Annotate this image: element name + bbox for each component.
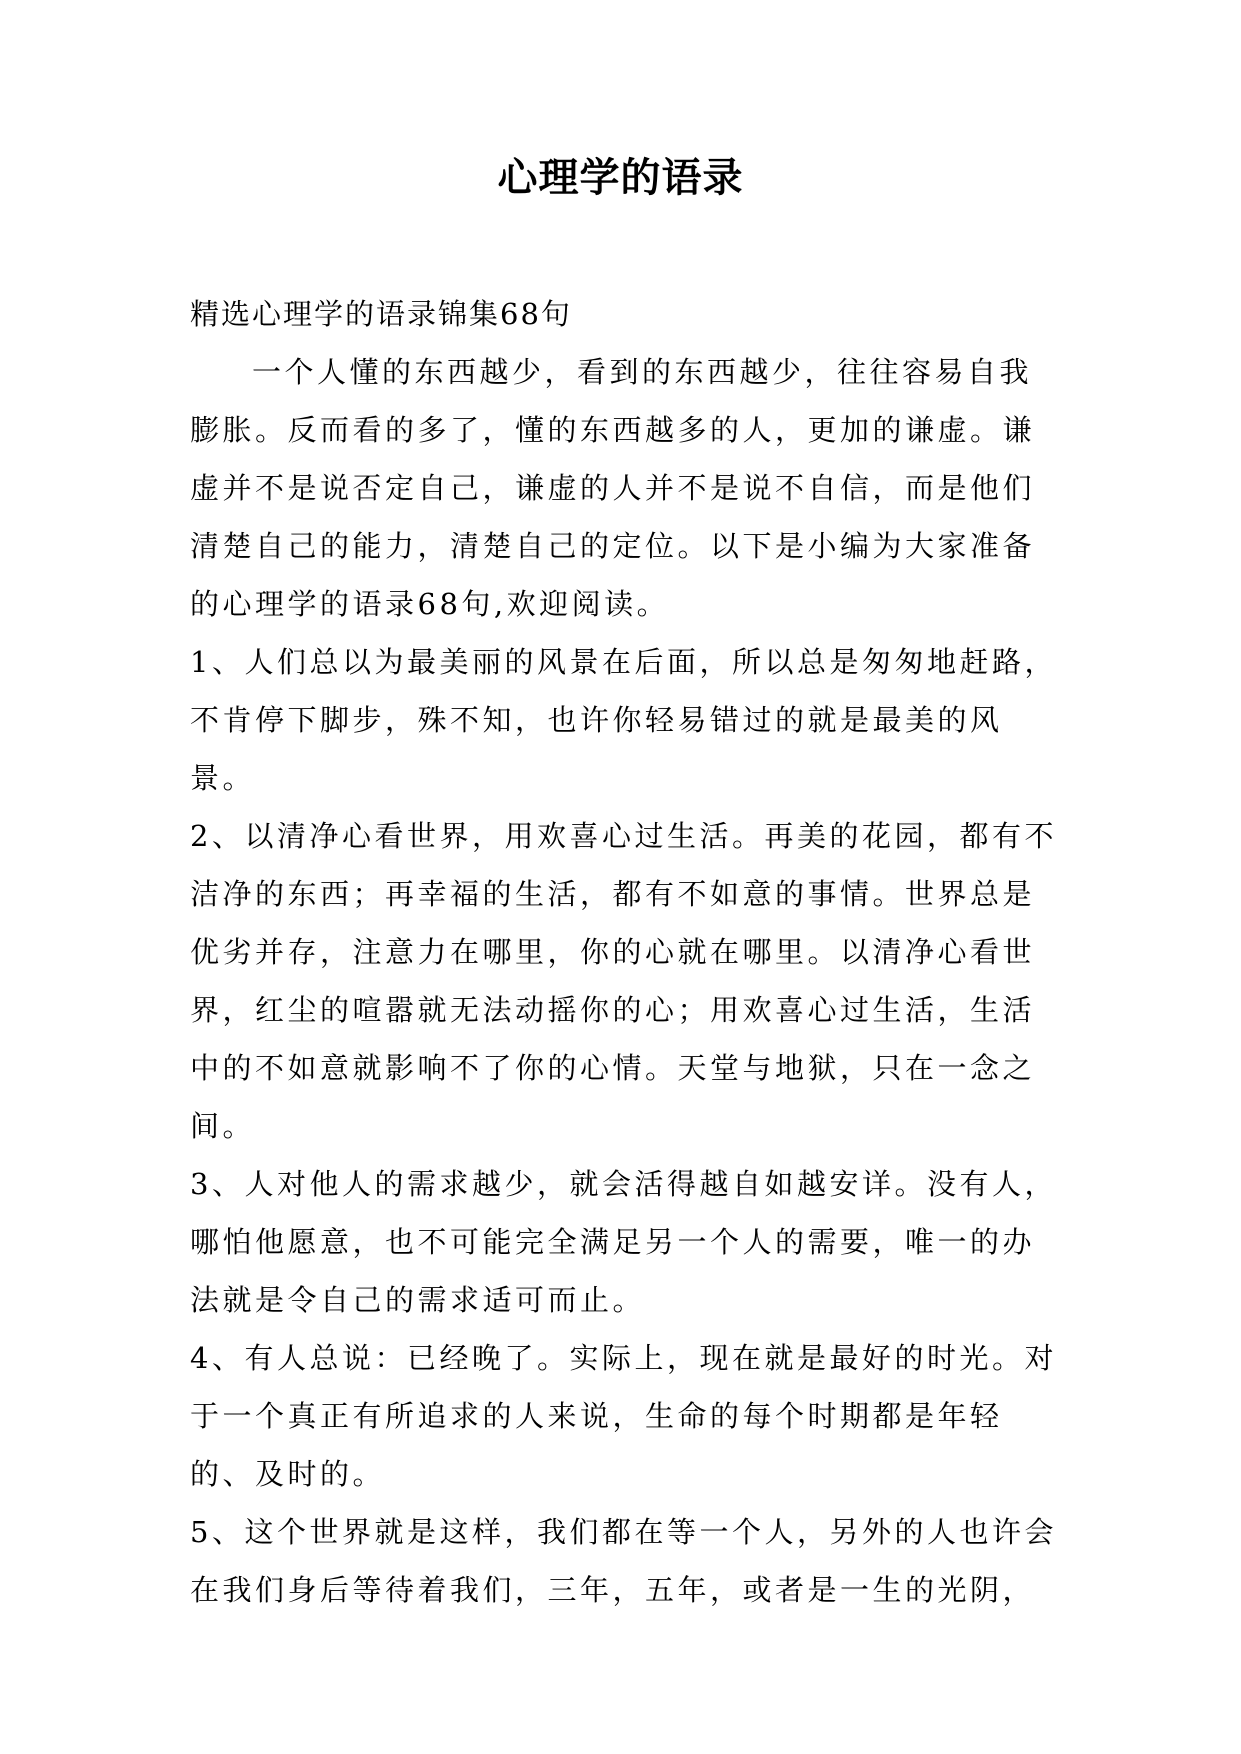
quote-paragraph-4: 4、有人总说：已经晚了。实际上，现在就是最好的时光。对于一个真正有所追求的人来说，生命的每个时期都是年轻的、及时的。 <box>190 1341 1057 1491</box>
quote-paragraph-3: 3、人对他人的需求越少，就会活得越自如越安详。没有人，哪怕他愿意，也不可能完全满足另一个人的需要，唯一的办法就是令自己的需求适可而止。 <box>190 1167 1057 1317</box>
quote-paragraph-1: 1、人们总以为最美丽的风景在后面，所以总是匆匆地赶路，不肯停下脚步，殊不知，也许你轻易错过的就是最美的风景。 <box>190 645 1057 795</box>
document-body <box>190 285 1060 1619</box>
quote-paragraph-2: 2、以清净心看世界，用欢喜心过生活。再美的花园，都有不洁净的东西；再幸福的生活，都有不如意的事情。世界总是优劣并存，注意力在哪里，你的心就在哪里。以清净心看世界，红尘的喧嚣就无法动摇你的心；用欢喜心过生活，生活中的不如意就影响不了你的心情。天堂与地狱，只在一念之间。 <box>190 819 1057 1143</box>
document-title: 心理学的语录 <box>497 155 744 201</box>
quote-paragraph-5: 5、这个世界就是这样，我们都在等一个人，另外的人也许会在我们身后等待着我们，三年，五年，或者是一生的光阴， <box>190 1515 1057 1607</box>
document-subtitle: 精选心理学的语录锦集68句 <box>190 297 572 331</box>
intro-paragraph: 一个人懂的东西越少，看到的东西越少，往往容易自我膨胀。反而看的多了，懂的东西越多的人，更加的谦虚。谦虚并不是说否定自己，谦虚的人并不是说不自信，而是他们清楚自己的能力，清楚自己的定位。以下是小编为大家准备的心理学的语录68句,欢迎阅读。 <box>190 355 1036 621</box>
